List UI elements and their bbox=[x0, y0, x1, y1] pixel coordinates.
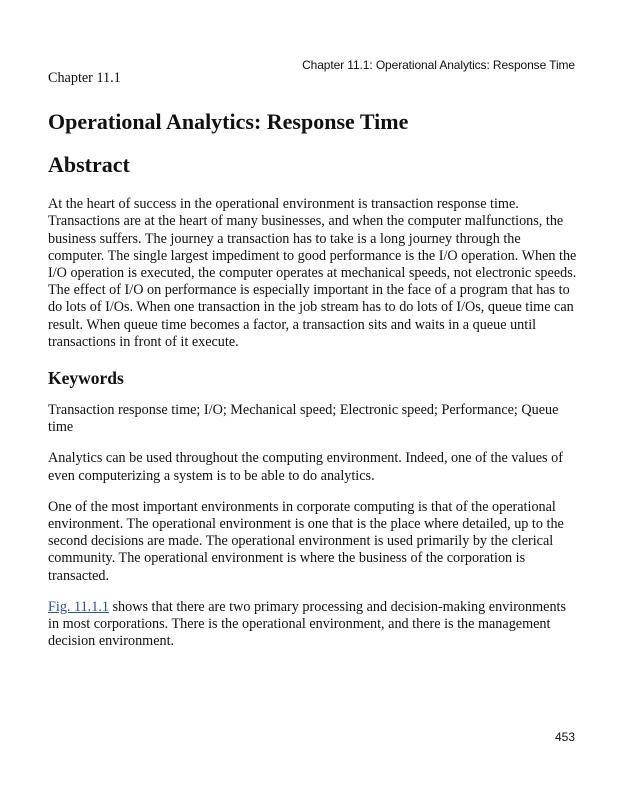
body-paragraph-2: One of the most important environments in corporate computing is that of the operational environment. The operational environment is one that is the place where detailed, up to the second decisions are made. The operational environment is used primarily by the clerical community. The operational environment is where the business of the corporation is transacted. bbox=[48, 498, 564, 584]
keywords-body: Transaction response time; I/O; Mechanical speed; Electronic speed; Performance; Queue time bbox=[48, 402, 559, 436]
body-paragraph-3-text: shows that there are two primary processing and decision-making environments in most corporations. There is the operational environment, and there is the management decision environment. bbox=[48, 598, 567, 650]
chapter-label: Chapter 11.1 bbox=[48, 70, 121, 86]
keywords-heading: Keywords bbox=[48, 368, 124, 389]
figure-link[interactable]: Fig. 11.1.1 bbox=[48, 598, 109, 615]
abstract-heading: Abstract bbox=[48, 152, 130, 178]
body-paragraph-3 bbox=[48, 599, 578, 651]
chapter-title: Operational Analytics: Response Time bbox=[48, 109, 409, 135]
page-number: 453 bbox=[554, 730, 575, 744]
abstract-body: At the heart of success in the operational environment is transaction response time. Transactions are at the heart of many businesses, and when the computer malfunctions, the business suffers. The journey a transaction has to take is a long journey through the computer. The single largest impediment to good performance is the I/O operation. When the I/O operation is executed, the computer operates at mechanical speeds, not electronic speeds. The effect of I/O on performance is especially important in the face of a program that has to do lots of I/Os. When one transaction in the job stream has to do lots of I/Os, queue time can result. When queue time becomes a factor, a transaction sits and waits in a queue until transactions in front of it execute. bbox=[48, 196, 577, 350]
body-paragraph-1: Analytics can be used throughout the computing environment. Indeed, one of the values of even computerizing a system is to be able to do analytics. bbox=[48, 450, 563, 484]
page-content bbox=[48, 70, 578, 650]
running-header: Chapter 11.1: Operational Analytics: Response Time bbox=[302, 58, 575, 72]
